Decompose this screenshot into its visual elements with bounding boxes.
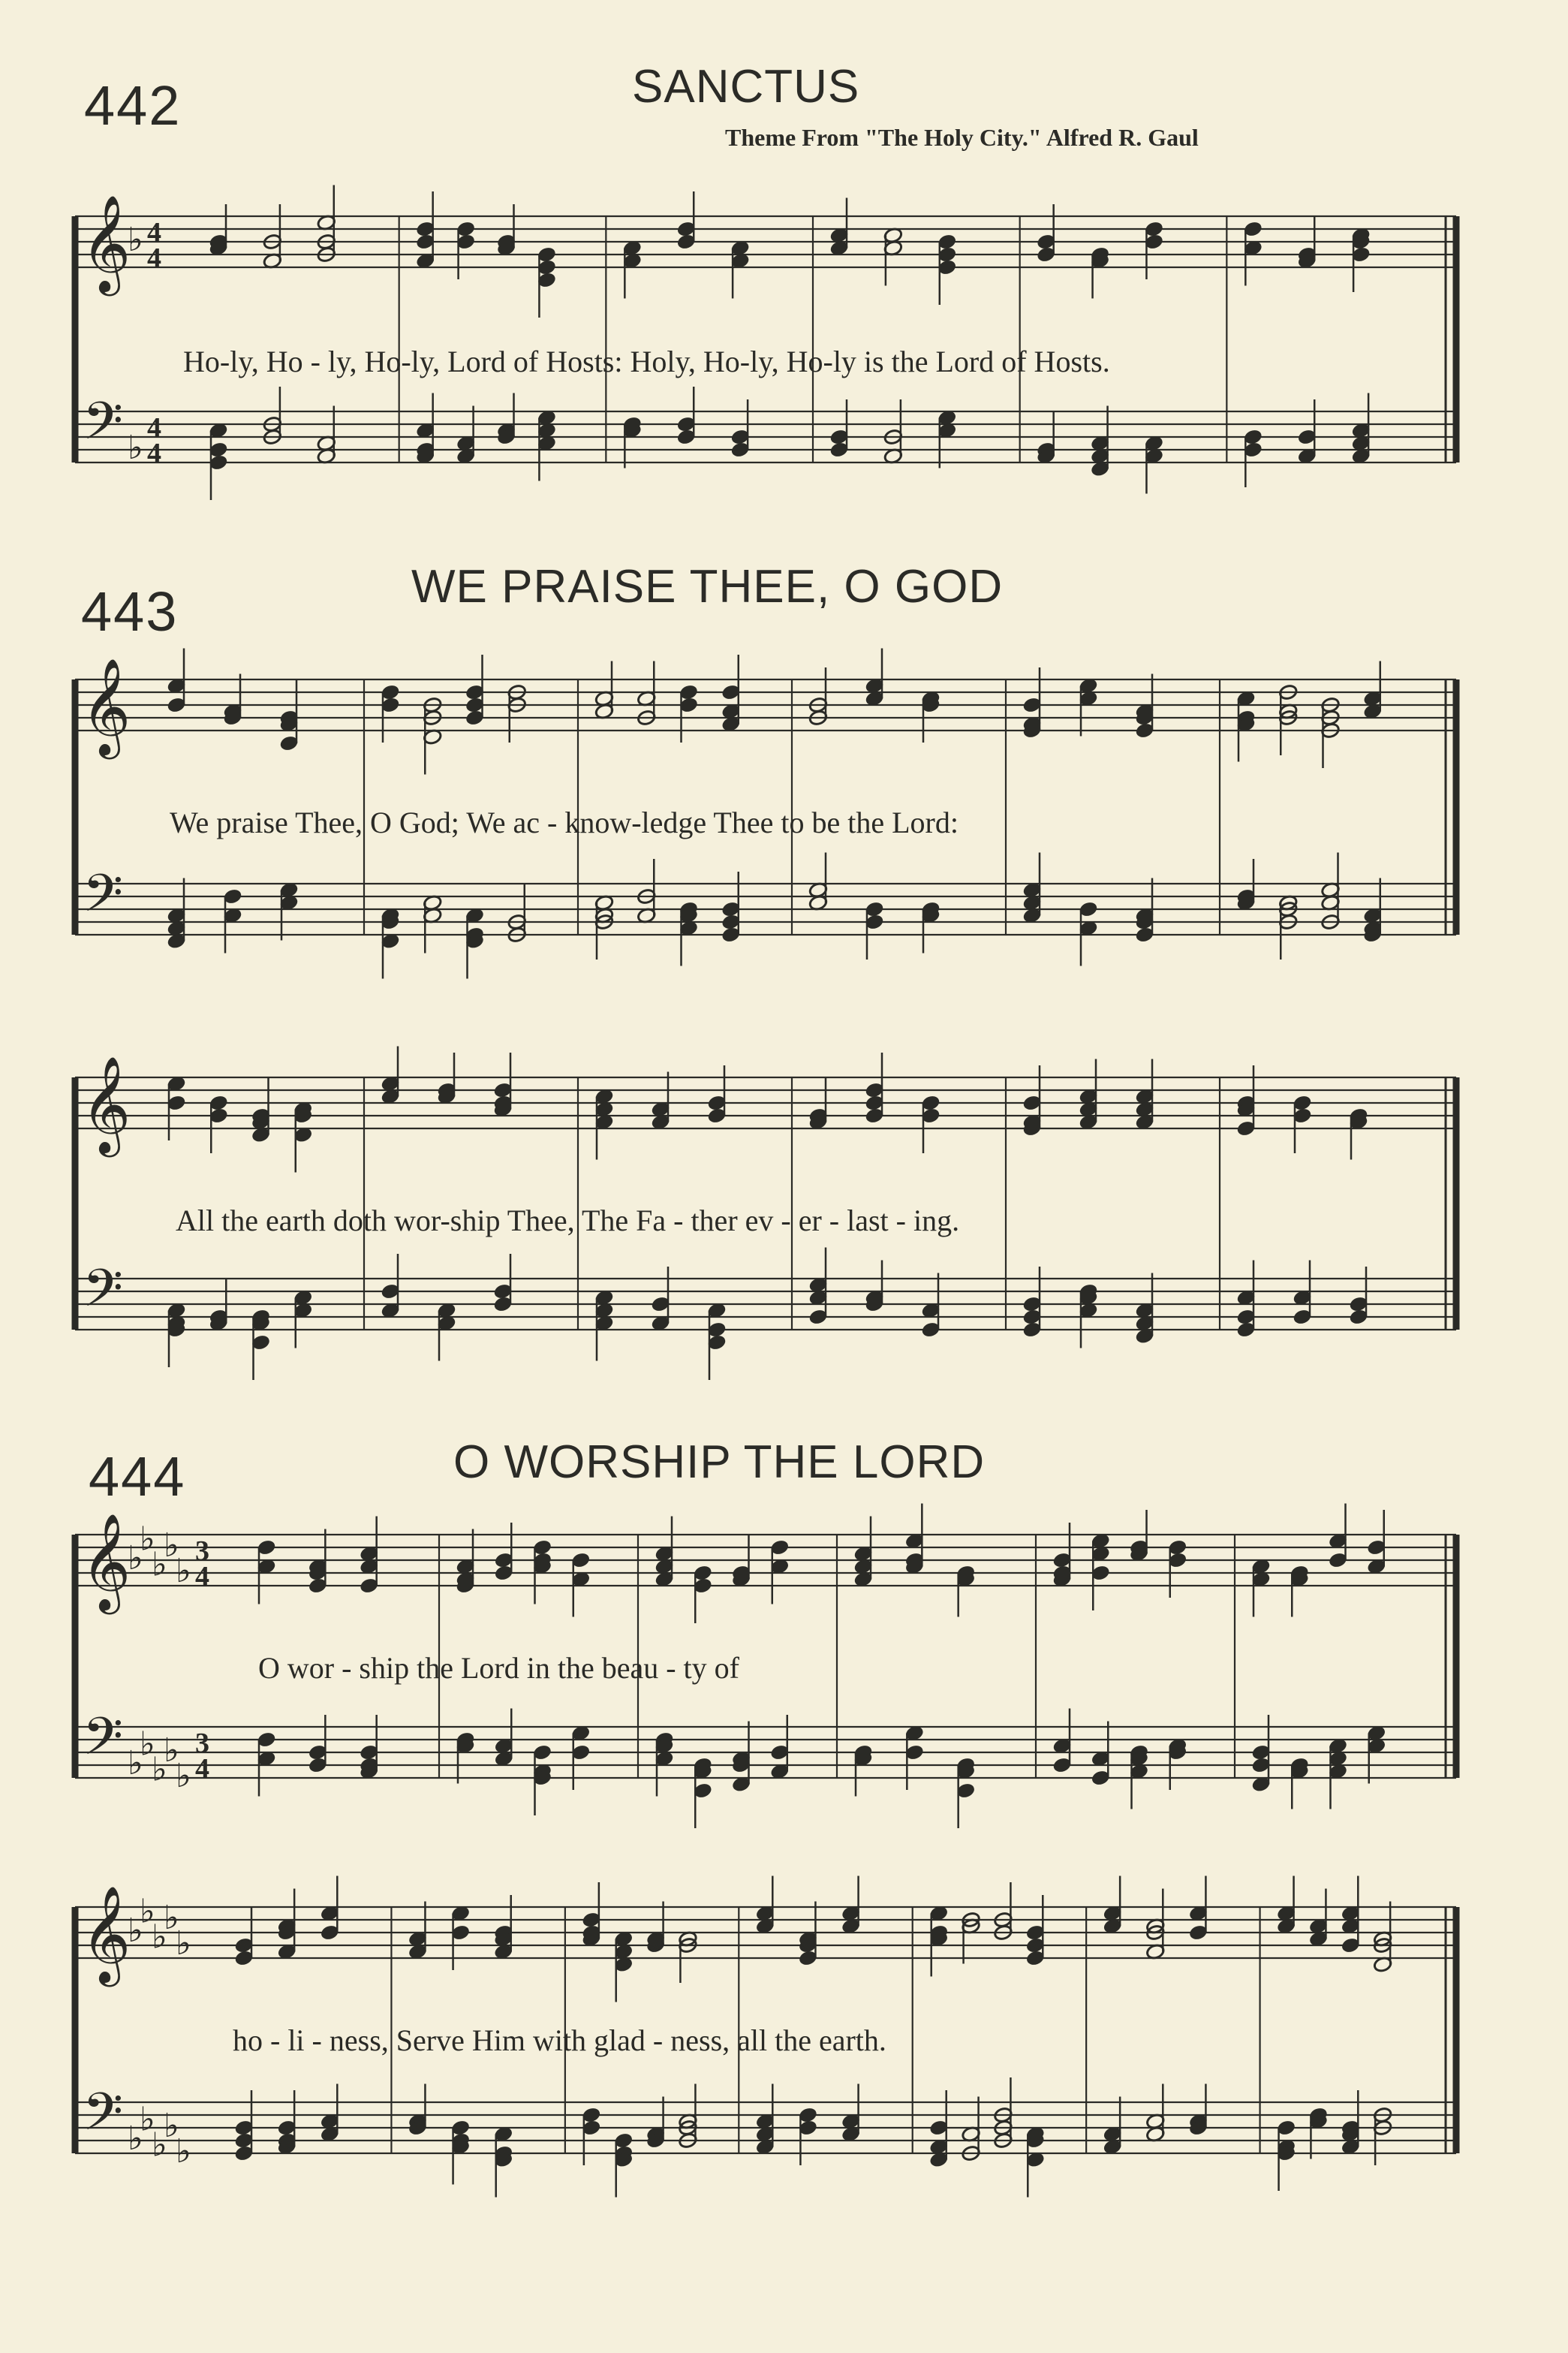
- hymn-credit-442: Theme From "The Holy City." Alfred R. Gaul: [725, 124, 1199, 151]
- flat-icon: ♭: [128, 1539, 143, 1577]
- flat-icon: ♭: [152, 1750, 167, 1789]
- flat-icon: ♭: [128, 1744, 143, 1782]
- time-signature: 3: [195, 1728, 209, 1759]
- hymn-title-444: O WORSHIP THE LORD: [453, 1436, 986, 1488]
- flat-icon: ♭: [176, 1757, 191, 1795]
- hymn-number-442: 442: [84, 74, 182, 137]
- flat-icon: ♭: [164, 1526, 179, 1565]
- flat-icon: ♭: [164, 1731, 179, 1770]
- flat-icon: ♭: [128, 221, 143, 259]
- time-signature: 4: [147, 217, 161, 249]
- hymn-number-444: 444: [89, 1445, 186, 1508]
- flat-icon: ♭: [140, 2100, 155, 2139]
- lyrics-442-line-1: Ho-ly, Ho - ly, Ho-ly, Lord of Hosts: Holy, Ho-ly, Ho-ly is the Lord of Hosts.: [183, 345, 1110, 378]
- flat-icon: ♭: [164, 2107, 179, 2145]
- treble-clef-icon: 𝄞: [81, 1885, 131, 1983]
- bass-clef-icon: 𝄢: [83, 1258, 124, 1331]
- lyrics-444-line-2: ho - li - ness, Serve Him with glad - ness, all the earth.: [233, 2023, 886, 2057]
- treble-clef-icon: 𝄞: [81, 194, 131, 292]
- flat-icon: ♭: [152, 1918, 167, 1957]
- lyrics-444-line-1: O wor - ship the Lord in the beau - ty of: [258, 1651, 739, 1685]
- treble-clef-icon: 𝄞: [81, 658, 131, 755]
- flat-icon: ♭: [176, 1924, 191, 1963]
- hymn-number-443: 443: [81, 580, 179, 643]
- lyrics-443-line-2: All the earth doth wor-ship Thee, The Fa - ther ev - er - last - ing.: [176, 1204, 960, 1237]
- lyrics-443-line-1: We praise Thee, O God; We ac - know-ledge Thee to be the Lord:: [170, 806, 959, 839]
- flat-icon: ♭: [128, 429, 143, 467]
- flat-icon: ♭: [128, 2120, 143, 2158]
- flat-icon: ♭: [164, 1899, 179, 1937]
- time-signature: 4: [147, 438, 161, 469]
- flat-icon: ♭: [140, 1520, 155, 1559]
- time-signature: 4: [147, 412, 161, 444]
- flat-icon: ♭: [140, 1725, 155, 1764]
- bass-clef-icon: 𝄢: [83, 390, 124, 464]
- hymn-title-442: SANCTUS: [632, 61, 860, 113]
- bass-clef-icon: 𝄢: [83, 1706, 124, 1779]
- flat-icon: ♭: [140, 1892, 155, 1931]
- time-signature: 4: [147, 243, 161, 274]
- time-signature: 3: [195, 1535, 209, 1567]
- time-signature: 4: [195, 1753, 209, 1785]
- time-signature: 4: [195, 1561, 209, 1592]
- flat-icon: ♭: [176, 1552, 191, 1590]
- hymn-title-443: WE PRAISE THEE, O GOD: [411, 561, 1004, 613]
- bass-clef-icon: 𝄢: [83, 863, 124, 936]
- flat-icon: ♭: [128, 1912, 143, 1950]
- flat-icon: ♭: [152, 1545, 167, 1584]
- treble-clef-icon: 𝄞: [81, 1513, 131, 1610]
- bass-clef-icon: 𝄢: [83, 2081, 124, 2155]
- treble-clef-icon: 𝄞: [81, 1056, 131, 1153]
- flat-icon: ♭: [152, 2126, 167, 2165]
- flat-icon: ♭: [176, 2132, 191, 2171]
